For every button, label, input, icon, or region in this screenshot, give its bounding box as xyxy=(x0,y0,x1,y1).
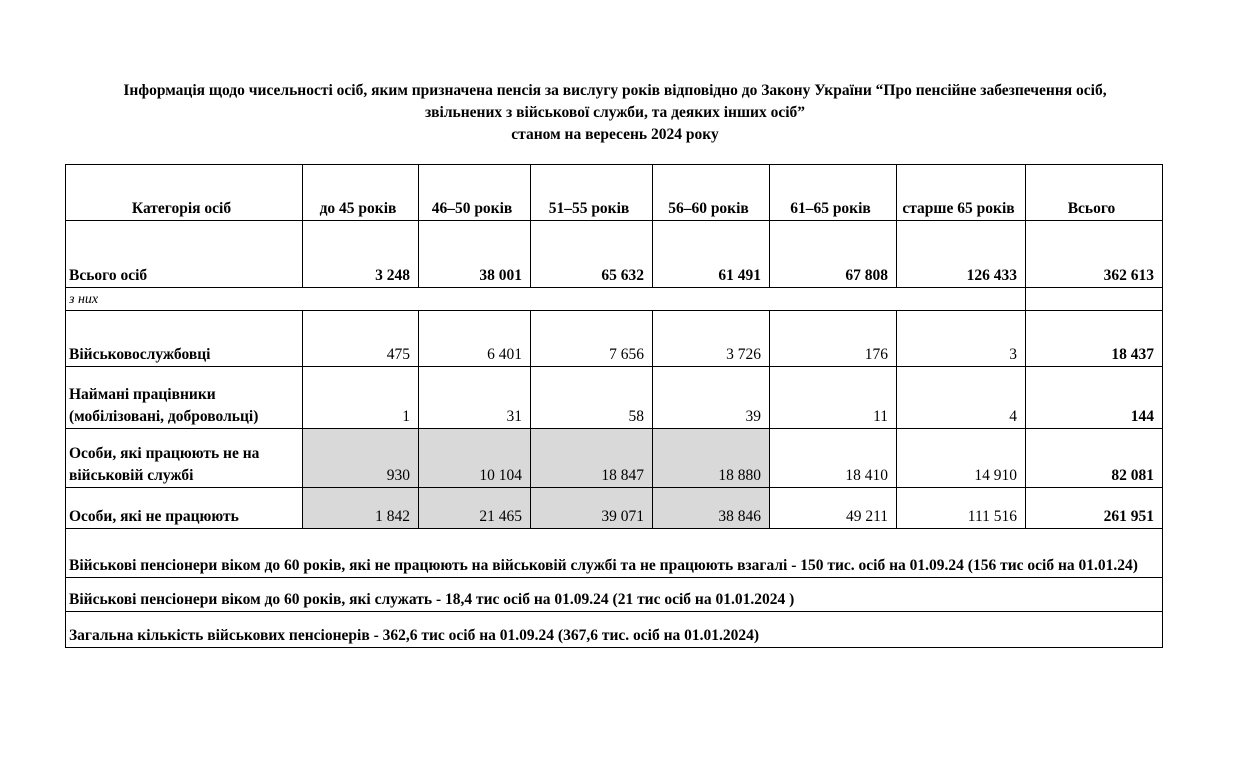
note-row xyxy=(66,529,1163,578)
cell-total: 82 081 xyxy=(1026,429,1163,488)
row-label xyxy=(66,429,303,488)
document-title xyxy=(60,80,1170,146)
cell-value: 3 xyxy=(897,311,1026,367)
row-label: Військовослужбовці xyxy=(66,311,303,367)
title-date-line: станом на вересень 2024 року xyxy=(511,126,719,143)
cell-total: 261 951 xyxy=(1026,488,1163,529)
note-row xyxy=(66,578,1163,612)
cell-value-highlighted: 18 880 xyxy=(653,429,770,488)
table-row-subheading xyxy=(66,288,1163,311)
table-row-hired-workers xyxy=(66,367,1163,429)
header-total: Всього xyxy=(1026,165,1163,221)
table-row-working-civilian xyxy=(66,429,1163,488)
cell-value: 11 xyxy=(770,367,897,429)
row-label: Особи, які не працюють xyxy=(66,488,303,529)
table-row-total xyxy=(66,221,1163,288)
cell-value: 475 xyxy=(303,311,419,367)
note-row xyxy=(66,612,1163,648)
cell-value-highlighted: 38 846 xyxy=(653,488,770,529)
cell-value: 49 211 xyxy=(770,488,897,529)
row-label-line-1: Наймані працівники xyxy=(69,386,216,403)
cell-value: 18 410 xyxy=(770,429,897,488)
table-row-servicemen xyxy=(66,311,1163,367)
cell-value-highlighted: 10 104 xyxy=(419,429,531,488)
cell-value: 111 516 xyxy=(897,488,1026,529)
cell-value: 126 433 xyxy=(897,221,1026,288)
cell-value: 65 632 xyxy=(531,221,653,288)
subheading-label: з них xyxy=(66,288,1026,311)
cell-value: 39 xyxy=(653,367,770,429)
cell-value: 176 xyxy=(770,311,897,367)
row-label: Всього осіб xyxy=(66,221,303,288)
header-category: Категорія осіб xyxy=(66,165,303,221)
note-serving-under-60: Військові пенсіонери віком до 60 років, які служать - 18,4 тис осіб на 01.09.24 (21 тис осіб на 01.01.2024 ) xyxy=(66,578,1163,612)
cell-value: 1 xyxy=(303,367,419,429)
row-label-line-2: військовій службі xyxy=(69,467,194,484)
cell-total: 144 xyxy=(1026,367,1163,429)
cell-value-highlighted: 39 071 xyxy=(531,488,653,529)
table-row-not-working xyxy=(66,488,1163,529)
cell-value: 3 726 xyxy=(653,311,770,367)
cell-value: 4 xyxy=(897,367,1026,429)
title-line-2: звільнених з військової служби, та деяких інших осіб” xyxy=(424,104,806,121)
cell-value: 7 656 xyxy=(531,311,653,367)
note-total-pensioners: Загальна кількість військових пенсіонерів - 362,6 тис осіб на 01.09.24 (367,6 тис. осіб на 01.01.2024) xyxy=(66,612,1163,648)
pension-table xyxy=(65,164,1163,648)
cell-value: 58 xyxy=(531,367,653,429)
cell-value: 38 001 xyxy=(419,221,531,288)
cell-value: 14 910 xyxy=(897,429,1026,488)
header-age-under-45: до 45 років xyxy=(303,165,419,221)
cell-value-highlighted: 930 xyxy=(303,429,419,488)
cell-value-highlighted: 21 465 xyxy=(419,488,531,529)
header-age-51-55: 51–55 років xyxy=(531,165,653,221)
title-line-1: Інформація щодо чисельності осіб, яким призначена пенсія за вислугу років відповідно до Закону України “Про пенсійне забезпечення осіб, xyxy=(123,82,1107,99)
cell-value: 6 401 xyxy=(419,311,531,367)
note-non-working-under-60: Військові пенсіонери віком до 60 років, які не працюють на військовій службі та не працюють взагалі - 150 тис. осіб на 01.09.24 (156 тис осіб на 01.01.24) xyxy=(66,529,1163,578)
header-age-56-60: 56–60 років xyxy=(653,165,770,221)
cell-total: 18 437 xyxy=(1026,311,1163,367)
row-label-line-1: Особи, які працюють не на xyxy=(69,445,260,462)
header-age-over-65: старше 65 років xyxy=(897,165,1026,221)
cell-value-highlighted: 18 847 xyxy=(531,429,653,488)
header-age-61-65: 61–65 років xyxy=(770,165,897,221)
cell-value-highlighted: 1 842 xyxy=(303,488,419,529)
row-label-line-2: (мобілізовані, добровольці) xyxy=(69,408,259,425)
cell-value: 31 xyxy=(419,367,531,429)
cell-value: 61 491 xyxy=(653,221,770,288)
empty-cell xyxy=(1026,288,1163,311)
cell-value: 67 808 xyxy=(770,221,897,288)
header-row xyxy=(66,165,1163,221)
cell-value: 3 248 xyxy=(303,221,419,288)
header-age-46-50: 46–50 років xyxy=(419,165,531,221)
row-label xyxy=(66,367,303,429)
cell-total: 362 613 xyxy=(1026,221,1163,288)
